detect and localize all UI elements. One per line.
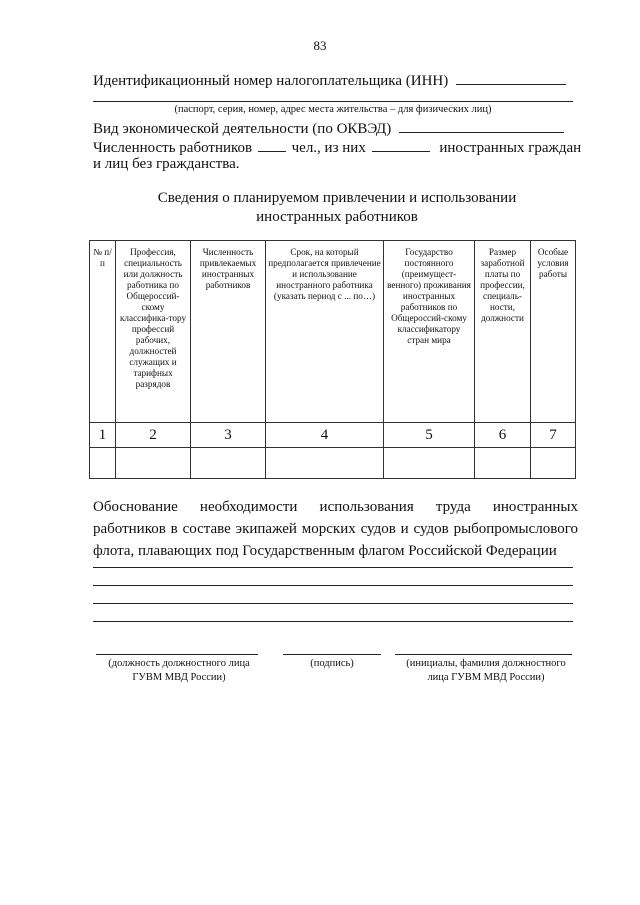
workers-unit: чел., из них — [291, 140, 366, 156]
workers-count-blank[interactable] — [258, 137, 286, 152]
justification-line-4[interactable] — [93, 621, 573, 622]
col-header: № п/п — [90, 241, 116, 423]
col-number: 2 — [116, 423, 191, 448]
inn-line — [93, 70, 566, 90]
position-signature-line[interactable] — [96, 654, 258, 655]
col-number: 4 — [266, 423, 384, 448]
col-number: 5 — [384, 423, 475, 448]
justification-line-3[interactable] — [93, 603, 573, 604]
justification-line-2[interactable] — [93, 585, 573, 586]
table-header-row — [90, 241, 576, 423]
okved-label: Вид экономической деятельности (по ОКВЭД) — [93, 121, 392, 137]
table-cell[interactable] — [191, 448, 266, 479]
col-number: 6 — [475, 423, 531, 448]
passport-rule[interactable] — [93, 101, 573, 102]
signature-line[interactable] — [283, 654, 381, 655]
justification-line-1[interactable] — [93, 567, 573, 568]
section-heading — [93, 189, 581, 227]
position-caption: (должность должностного лица ГУВМ МВД России) — [108, 658, 250, 683]
workers-table — [89, 240, 576, 479]
table-cell[interactable] — [266, 448, 384, 479]
foreign-label: иностранных граждан — [439, 140, 582, 156]
okved-line — [93, 118, 564, 138]
name-signature-line[interactable] — [395, 654, 572, 655]
justification-text: Обоснование необходимости использования труда иностранных работников в составе экипажей морских судов и судов рыбопромыслового флота, плавающих под Государственным флагом Российской Федерации — [93, 499, 578, 559]
table-cell[interactable] — [90, 448, 116, 479]
col-header: Срок, на который предполагается привлечение и использование иностранного работника (указать период с ... по…) — [266, 241, 384, 423]
passport-caption: (паспорт, серия, номер, адрес места жительства – для физических лиц) — [174, 104, 492, 115]
heading-line-2: иностранных работников — [256, 209, 418, 225]
table-number-row — [90, 423, 576, 448]
stateless-line: и лиц без гражданства. — [93, 156, 240, 172]
inn-blank[interactable] — [456, 70, 566, 85]
table-cell[interactable] — [384, 448, 475, 479]
workers-line — [93, 137, 581, 157]
workers-label: Численность работников — [93, 140, 253, 156]
table-cell[interactable] — [531, 448, 576, 479]
col-number: 3 — [191, 423, 266, 448]
inn-label: Идентификационный номер налогоплательщика (ИНН) — [93, 73, 449, 89]
col-header: Особые условия работы — [531, 241, 576, 423]
col-number: 7 — [531, 423, 576, 448]
heading-line-1: Сведения о планируемом привлечении и использовании — [157, 190, 517, 206]
col-header: Государство постоянного (преимущест-венного) проживания иностранных работников по Общероссий-скому классификатору стран мира — [384, 241, 475, 423]
foreign-count-blank[interactable] — [372, 137, 430, 152]
table-row[interactable] — [90, 448, 576, 479]
col-number: 1 — [90, 423, 116, 448]
signature-caption: (подпись) — [310, 658, 354, 669]
name-caption: (инициалы, фамилия должностного лица ГУВМ МВД России) — [406, 658, 566, 683]
col-header: Профессия, специальность или должность работника по Общероссий-скому классифика-тору профессий рабочих, должностей служащих и тарифных разрядов — [116, 241, 191, 423]
col-header: Размер заработной платы по профессии, специаль-ности, должности — [475, 241, 531, 423]
table-cell[interactable] — [475, 448, 531, 479]
table-cell[interactable] — [116, 448, 191, 479]
col-header: Численность привлекаемых иностранных работников — [191, 241, 266, 423]
okved-blank[interactable] — [399, 118, 564, 133]
page-number: 83 — [313, 38, 327, 53]
